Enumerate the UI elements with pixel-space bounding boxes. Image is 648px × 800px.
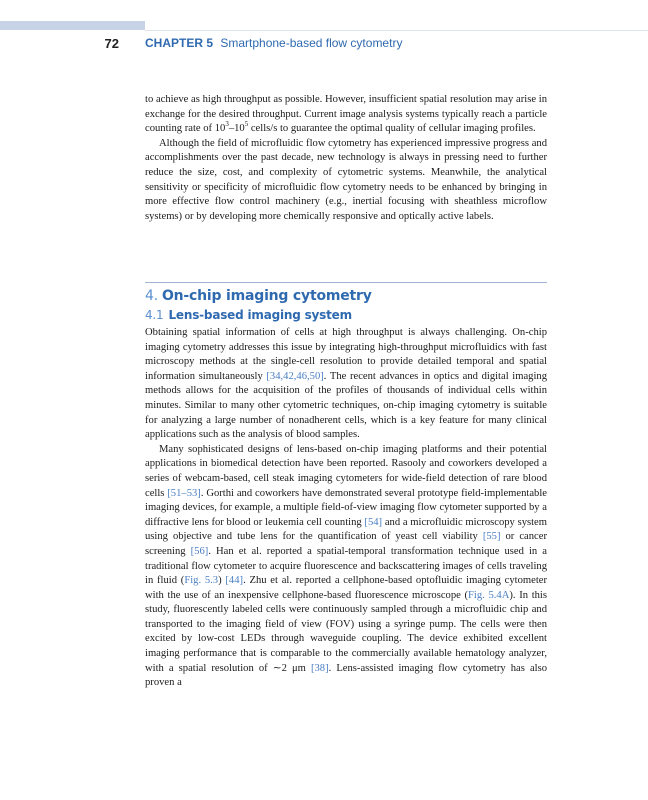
section-heading	[145, 288, 372, 304]
text-run: )	[218, 575, 226, 587]
citation-link[interactable]: [44]	[225, 575, 244, 587]
text-run: and a microfluidic microscopy system using objective and tube lens for the quantification of yeast cell viability	[145, 516, 547, 543]
body-paragraph-1	[145, 326, 547, 443]
text-run: ). In this study, fluorescently labeled cells were continuously sampled through a microfluidic chip and transported to the imaging field of view (FOV) using a syringe pump. The cells were then excited by low-cost LEDs through waveguide coupling. The device exhibited excellent imaging performance that is comparable to the commercially available hematology analyzer, with a spatial resolution of	[145, 589, 547, 674]
text-run: . The recent advances in optics and digital imaging methods allows for the acquisition of the profiles of thousands of individual cells within minutes. Similar to many other cytometric techniques, on-chip imaging cytometry is suitable for analyzing a large number of nonadherent cells, which is a key feature for many clinical applications such as the analysis of blood samples.	[145, 370, 547, 441]
text-run: . Han et al. reported a spatial-temporal transformation technique used in a traditional flow cytometer to acquire fluorescence and backscattering images of cells traveling in fluid (	[145, 545, 547, 587]
intro-paragraph-2: Although the field of microfluidic flow cytometry has experienced impressive progress and accomplishments over the past decade, new technology is always in pressing need to further reduce the size, cost, and complexity of cytometric systems. Meanwhile, the analytical sensitivity or specificity of microfluidic flow cytometry needs to be enhanced by bringing in more effective flow control machinery (e.g., inertial focusing with sheathless microflow systems) or by developing more chemically responsive and optically active labels.	[145, 137, 547, 222]
citation-link[interactable]: [51–53]	[167, 487, 201, 499]
header-bar-decoration	[0, 21, 145, 30]
body-text	[145, 326, 547, 691]
figure-link[interactable]: Fig. 5.4A	[468, 589, 510, 601]
chapter-label: CHAPTER 5	[145, 36, 214, 50]
running-header	[0, 36, 648, 54]
section-number: 4.	[145, 288, 158, 304]
superscript: 5	[244, 120, 249, 129]
section-title: On-chip imaging cytometry	[161, 288, 372, 304]
text-run: to achieve as high throughput as possible. However, insufficient spatial resolution may arise in exchange for the desired throughput. Current image analysis systems typically reach a particle counting rate of 10	[145, 94, 547, 135]
subsection-number: 4.1	[145, 308, 164, 322]
text-run: or cancer screening	[145, 531, 547, 557]
citation-link[interactable]: [54]	[364, 516, 383, 528]
text-run: . Gorthi and coworkers have demonstrated several prototype field-implementable imaging devices, for example, a multiple field-of-view imaging flow cytometer supported by a diffractive lens for blood or leukemia cell counting	[145, 487, 547, 528]
intro-text	[145, 93, 547, 224]
text-run: Obtaining spatial information of cells at high throughput is always challenging. On-chip imaging cytometry addresses this issue by integrating high-throughput microfluidics with fast microscopy methods at the single-cell resolution to provide detailed temporal and spatial information simultaneously	[145, 327, 547, 382]
text-run: ∼2 μm	[272, 662, 306, 674]
section-divider	[145, 282, 547, 283]
text-run: . Lens-assisted imaging flow cytometry has also proven a	[145, 662, 548, 689]
text-run: –10	[228, 123, 245, 135]
subsection-title: Lens-based imaging system	[168, 308, 352, 322]
superscript: 3	[225, 120, 229, 129]
running-head	[145, 36, 402, 50]
subsection-heading	[145, 308, 352, 322]
text-run: cells/s to guarantee the optimal quality of cellular imaging profiles.	[248, 123, 536, 135]
page-number: 72	[104, 36, 119, 51]
citation-link[interactable]: [56]	[190, 545, 209, 557]
citation-link[interactable]: [55]	[482, 531, 501, 543]
citation-link[interactable]: [34,42,46,50]	[266, 370, 324, 382]
text-run: . Zhu et al. reported a cellphone-based optofluidic imaging cytometer with the use of an inexpensive cellphone-based fluorescence microscope (	[145, 575, 547, 601]
figure-link[interactable]: Fig. 5.3	[184, 575, 219, 587]
intro-paragraph-1	[145, 93, 547, 137]
chapter-title: Smartphone-based flow cytometry	[220, 36, 403, 50]
citation-link[interactable]: [38]	[310, 662, 329, 674]
header-rule	[145, 30, 648, 31]
text-run: Many sophisticated designs of lens-based on-chip imaging platforms and their potential applications in biomedical detection have been reported. Rasooly and coworkers developed a series of webcam-based, cell steak imaging cytometers for wide-field detection of rare blood cells	[145, 443, 547, 499]
body-paragraph-2	[145, 443, 547, 691]
